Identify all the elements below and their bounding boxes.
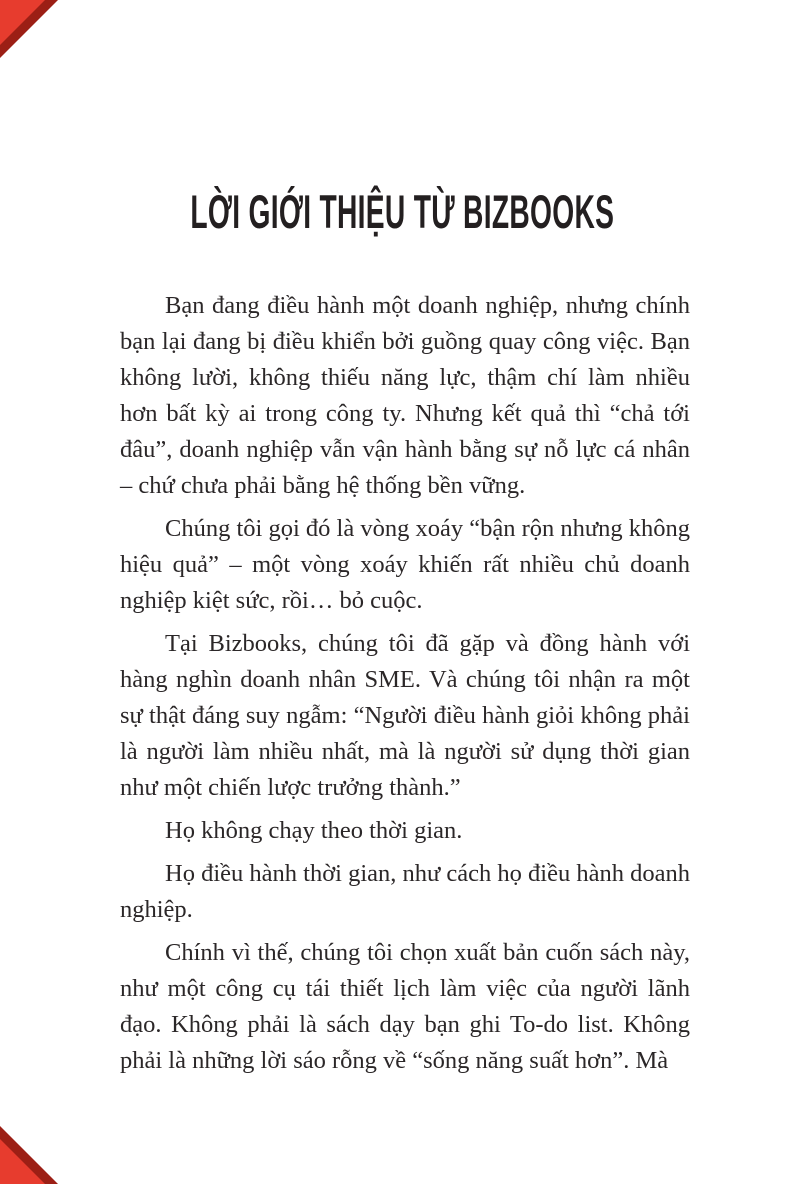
- corner-ornament-bottom-left-icon: [0, 1126, 58, 1184]
- corner-ornament-top-left-icon: [0, 0, 58, 58]
- body-text: [120, 288, 690, 1086]
- paragraph: Họ không chạy theo thời gian.: [165, 817, 463, 844]
- paragraph: Tại Bizbooks, chúng tôi đã gặp và đồng hành với hàng nghìn doanh nhân SME. Và chúng tôi nhận ra một sự thật đáng suy ngẫm: “Người điều hành giỏi không phải là người làm nhiều nhất, mà là người sử dụng thời gian như một chiến lược trưởng thành.”: [120, 630, 690, 801]
- page-title-text: LỜI GIỚI THIỆU TỪ BIZBOOKS: [190, 185, 615, 238]
- paragraph: Chính vì thế, chúng tôi chọn xuất bản cuốn sách này, như một công cụ tái thiết lịch làm việc của người lãnh đạo. Không phải là sách dạy bạn ghi To-do list. Không phải là những lời sáo rỗng về “sống năng suất hơn”. Mà: [120, 939, 690, 1074]
- page-title: [0, 185, 805, 238]
- paragraph: Họ điều hành thời gian, như cách họ điều hành doanh nghiệp.: [120, 860, 690, 923]
- paragraph: Chúng tôi gọi đó là vòng xoáy “bận rộn nhưng không hiệu quả” – một vòng xoáy khiến rất nhiều chủ doanh nghiệp kiệt sức, rồi… bỏ cuộc.: [120, 515, 691, 614]
- paragraph: Bạn đang điều hành một doanh nghiệp, nhưng chính bạn lại đang bị điều khiển bởi guồng quay công việc. Bạn không lười, không thiếu năng lực, thậm chí làm nhiều hơn bất kỳ ai trong công ty. Nhưng kết quả thì “chả tới đâu”, doanh nghiệp vẫn vận hành bằng sự nỗ lực cá nhân – chứ chưa phải bằng hệ thống bền vững.: [120, 292, 690, 499]
